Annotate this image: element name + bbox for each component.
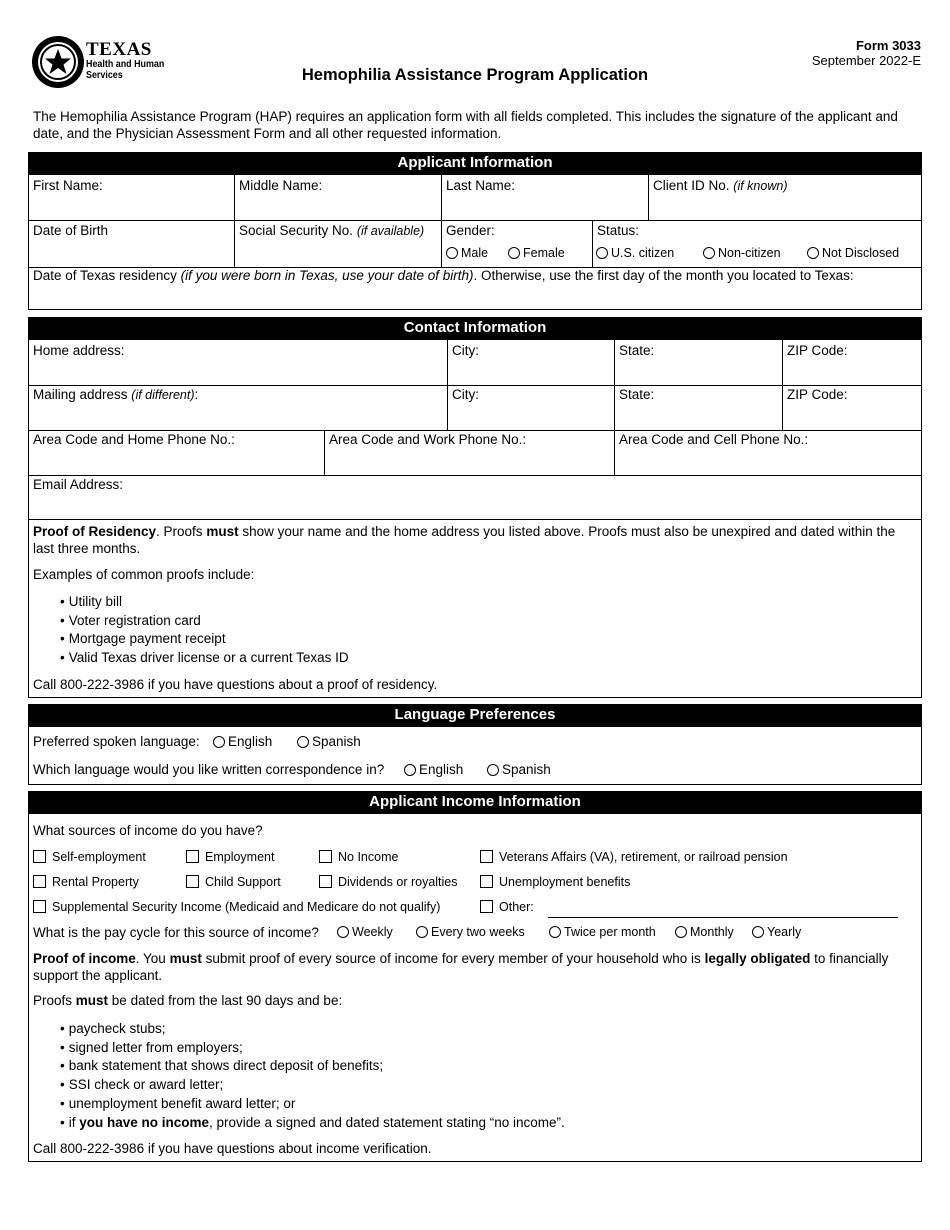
list-item: • Mortgage payment receipt	[60, 630, 349, 649]
residency-proof-text	[33, 524, 913, 557]
home-city-field[interactable]: City:	[452, 343, 479, 358]
pay-weekly-radio[interactable]	[337, 925, 393, 939]
client-id-label: Client ID No.	[653, 178, 730, 193]
logo-line3: Services	[86, 69, 123, 81]
residency-text-a: . Proofs	[156, 524, 207, 539]
language-header: Language Preferences	[28, 704, 922, 726]
no-income-checkbox[interactable]	[319, 850, 398, 864]
last-name-field[interactable]: Last Name:	[446, 178, 516, 193]
rental-label: Rental Property	[52, 875, 139, 889]
gender-male-radio[interactable]	[446, 246, 488, 260]
mailing-state-field[interactable]: State:	[619, 387, 655, 402]
pay-twice-monthly-label: Twice per month	[564, 925, 656, 939]
written-language-label: Which language would you like written correspondence in?	[33, 762, 385, 777]
status-notdisclosed-label: Not Disclosed	[822, 246, 900, 260]
cell-phone-field[interactable]: Area Code and Cell Phone No.:	[619, 432, 809, 447]
checkbox-icon	[319, 875, 332, 888]
last-t2: , provide a signed and dated statement stating “no income”.	[209, 1114, 565, 1130]
client-id-note: (if known)	[733, 179, 788, 193]
status-citizen-label: U.S. citizen	[611, 246, 675, 260]
other-label: Other:	[499, 900, 534, 914]
income-header: Applicant Income Information	[28, 791, 922, 813]
written-english-label: English	[419, 762, 464, 777]
self-employment-checkbox[interactable]	[33, 850, 146, 864]
email-field[interactable]: Email Address:	[33, 477, 124, 492]
income-proof-t1: . You	[135, 951, 170, 966]
list-item: • Voter registration card	[60, 612, 349, 631]
client-id-field[interactable]	[653, 178, 787, 193]
income-proof-legally: legally obligated	[704, 951, 811, 966]
checkbox-icon	[33, 850, 46, 863]
list-item: • unemployment benefit award letter; or	[60, 1095, 565, 1114]
checkbox-icon	[186, 875, 199, 888]
income-proof-t2: submit proof of every source of income for every member of your household who is	[201, 951, 705, 966]
gender-female-radio[interactable]	[508, 246, 565, 260]
pay-biweekly-label: Every two weeks	[431, 925, 525, 939]
checkbox-icon	[480, 875, 493, 888]
contact-info-header: Contact Information	[28, 317, 922, 339]
work-phone-field[interactable]: Area Code and Work Phone No.:	[329, 432, 527, 447]
pay-monthly-radio[interactable]	[675, 925, 734, 939]
residency-text-2: (if you were born in Texas, use your date of birth)	[180, 268, 474, 283]
spoken-language-label: Preferred spoken language:	[33, 734, 200, 749]
home-address-field[interactable]: Home address:	[33, 343, 125, 358]
home-zip-field[interactable]: ZIP Code:	[787, 343, 848, 358]
income-proof-t3: to financially support the applicant.	[33, 951, 889, 983]
form-date: September 2022-E	[811, 53, 921, 68]
texas-residency-field[interactable]	[33, 268, 854, 283]
residency-proof-list	[60, 593, 349, 668]
income-proof-list	[60, 1020, 565, 1132]
other-checkbox[interactable]	[480, 900, 534, 914]
checkbox-icon	[33, 875, 46, 888]
checkbox-icon	[480, 900, 493, 913]
dated-t1: Proofs	[33, 993, 76, 1008]
child-support-checkbox[interactable]	[186, 875, 281, 889]
applicant-info-section	[28, 174, 922, 310]
radio-icon	[416, 926, 428, 938]
spoken-spanish-radio[interactable]	[297, 734, 361, 749]
residency-must: must	[206, 524, 239, 539]
child-support-label: Child Support	[205, 875, 281, 889]
logo-texas: TEXAS	[86, 39, 152, 60]
residency-examples: Examples of common proofs include:	[33, 567, 255, 582]
pay-twice-monthly-radio[interactable]	[549, 925, 656, 939]
checkbox-icon	[480, 850, 493, 863]
list-item: • Utility bill	[60, 593, 349, 612]
gender-label: Gender:	[446, 223, 495, 238]
intro-text: The Hemophilia Assistance Program (HAP) requires an application form with all fields completed. This includes the signature of the applicant and date, and the Physician Assessment Form and all other requested information.	[33, 109, 898, 141]
residency-proof-bold: Proof of Residency	[33, 524, 157, 539]
pay-yearly-radio[interactable]	[752, 925, 801, 939]
written-english-radio[interactable]	[404, 762, 463, 777]
spoken-spanish-label: Spanish	[312, 734, 361, 749]
radio-icon	[596, 247, 608, 259]
employment-label: Employment	[205, 850, 275, 864]
list-item	[60, 1114, 565, 1133]
pay-monthly-label: Monthly	[690, 925, 734, 939]
radio-icon	[213, 736, 225, 748]
residency-text-b: show your name and the home address you listed above. Proofs must also be unexpired and dated within the last three months.	[33, 524, 896, 556]
unemployment-checkbox[interactable]	[480, 875, 630, 889]
ssi-label: Supplemental Security Income (Medicaid and Medicare do not qualify)	[52, 900, 441, 914]
income-proof-bold: Proof of income	[33, 951, 136, 966]
income-call: Call 800-222-3986 if you have questions about income verification.	[33, 1141, 432, 1156]
dated-t2: be dated from the last 90 days and be:	[108, 993, 343, 1008]
last-bold: you have no income	[79, 1114, 210, 1130]
radio-icon	[549, 926, 561, 938]
checkbox-icon	[186, 850, 199, 863]
radio-icon	[752, 926, 764, 938]
status-citizen-radio[interactable]	[596, 246, 674, 260]
residency-text-3: . Otherwise, use the first day of the month you located to Texas:	[473, 268, 854, 283]
veterans-checkbox[interactable]	[480, 850, 788, 864]
last-t1: if	[68, 1114, 80, 1130]
mailing-city-field[interactable]: City:	[452, 387, 479, 402]
list-item: • SSI check or award letter;	[60, 1076, 565, 1095]
dob-field[interactable]: Date of Birth	[33, 223, 109, 238]
income-proof-text	[33, 951, 913, 984]
spoken-english-radio[interactable]	[213, 734, 272, 749]
list-item: • bank statement that shows direct deposit of benefits;	[60, 1057, 565, 1076]
unemployment-label: Unemployment benefits	[499, 875, 631, 889]
rental-checkbox[interactable]	[33, 875, 139, 889]
radio-icon	[337, 926, 349, 938]
ssn-label: Social Security No.	[239, 223, 354, 238]
status-noncitizen-label: Non-citizen	[718, 246, 781, 260]
written-spanish-label: Spanish	[502, 762, 551, 777]
mailing-address-field[interactable]	[33, 387, 198, 402]
dividends-checkbox[interactable]	[319, 875, 458, 889]
ssn-field[interactable]	[239, 223, 424, 238]
other-input-line[interactable]	[548, 917, 898, 918]
mailing-colon: :	[194, 387, 199, 402]
checkbox-icon	[33, 900, 46, 913]
employment-checkbox[interactable]	[186, 850, 274, 864]
form-number-label: Form 3033	[855, 38, 921, 53]
gender-female-label: Female	[523, 246, 565, 260]
status-noncitizen-radio[interactable]	[703, 246, 781, 260]
form-number	[812, 38, 921, 68]
home-state-field[interactable]: State:	[619, 343, 655, 358]
pay-weekly-label: Weekly	[352, 925, 393, 939]
pay-cycle-label: What is the pay cycle for this source of income?	[33, 925, 319, 940]
mailing-address-note: (if different)	[131, 388, 195, 402]
radio-icon	[404, 764, 416, 776]
mailing-address-label: Mailing address	[33, 387, 132, 402]
logo-line2: Health and Human	[86, 58, 165, 70]
status-label: Status:	[597, 223, 640, 238]
pay-biweekly-radio[interactable]	[416, 925, 525, 939]
income-proof-must: must	[169, 951, 202, 966]
mailing-zip-field[interactable]: ZIP Code:	[787, 387, 848, 402]
radio-icon	[807, 247, 819, 259]
residency-call: Call 800-222-3986 if you have questions about a proof of residency.	[33, 677, 438, 692]
status-notdisclosed-radio[interactable]	[807, 246, 899, 260]
ssi-checkbox[interactable]	[33, 900, 440, 914]
income-dated-text	[33, 993, 342, 1008]
pay-yearly-label: Yearly	[767, 925, 802, 939]
no-income-label: No Income	[338, 850, 399, 864]
page-title: Hemophilia Assistance Program Application	[301, 66, 649, 84]
radio-icon	[703, 247, 715, 259]
dividends-label: Dividends or royalties	[338, 875, 458, 889]
radio-icon	[446, 247, 458, 259]
applicant-info-header: Applicant Information	[28, 152, 922, 174]
checkbox-icon	[319, 850, 332, 863]
dated-must: must	[75, 993, 109, 1008]
list-item: • signed letter from employers;	[60, 1039, 565, 1058]
list-item: • paycheck stubs;	[60, 1020, 565, 1039]
middle-name-field[interactable]: Middle Name:	[239, 178, 323, 193]
radio-icon	[508, 247, 520, 259]
residency-text-1: Date of Texas residency	[33, 268, 181, 283]
written-spanish-radio[interactable]	[487, 762, 551, 777]
spoken-english-label: English	[228, 734, 273, 749]
veterans-label: Veterans Affairs (VA), retirement, or railroad pension	[499, 850, 788, 864]
self-employment-label: Self-employment	[52, 850, 146, 864]
list-item: • Valid Texas driver license or a current Texas ID	[60, 649, 349, 668]
home-phone-field[interactable]: Area Code and Home Phone No.:	[33, 432, 235, 447]
radio-icon	[675, 926, 687, 938]
radio-icon	[487, 764, 499, 776]
first-name-field[interactable]: First Name:	[33, 178, 103, 193]
radio-icon	[297, 736, 309, 748]
income-question: What sources of income do you have?	[33, 823, 263, 838]
ssn-note: (if available)	[356, 224, 425, 238]
gender-male-label: Male	[461, 246, 489, 260]
